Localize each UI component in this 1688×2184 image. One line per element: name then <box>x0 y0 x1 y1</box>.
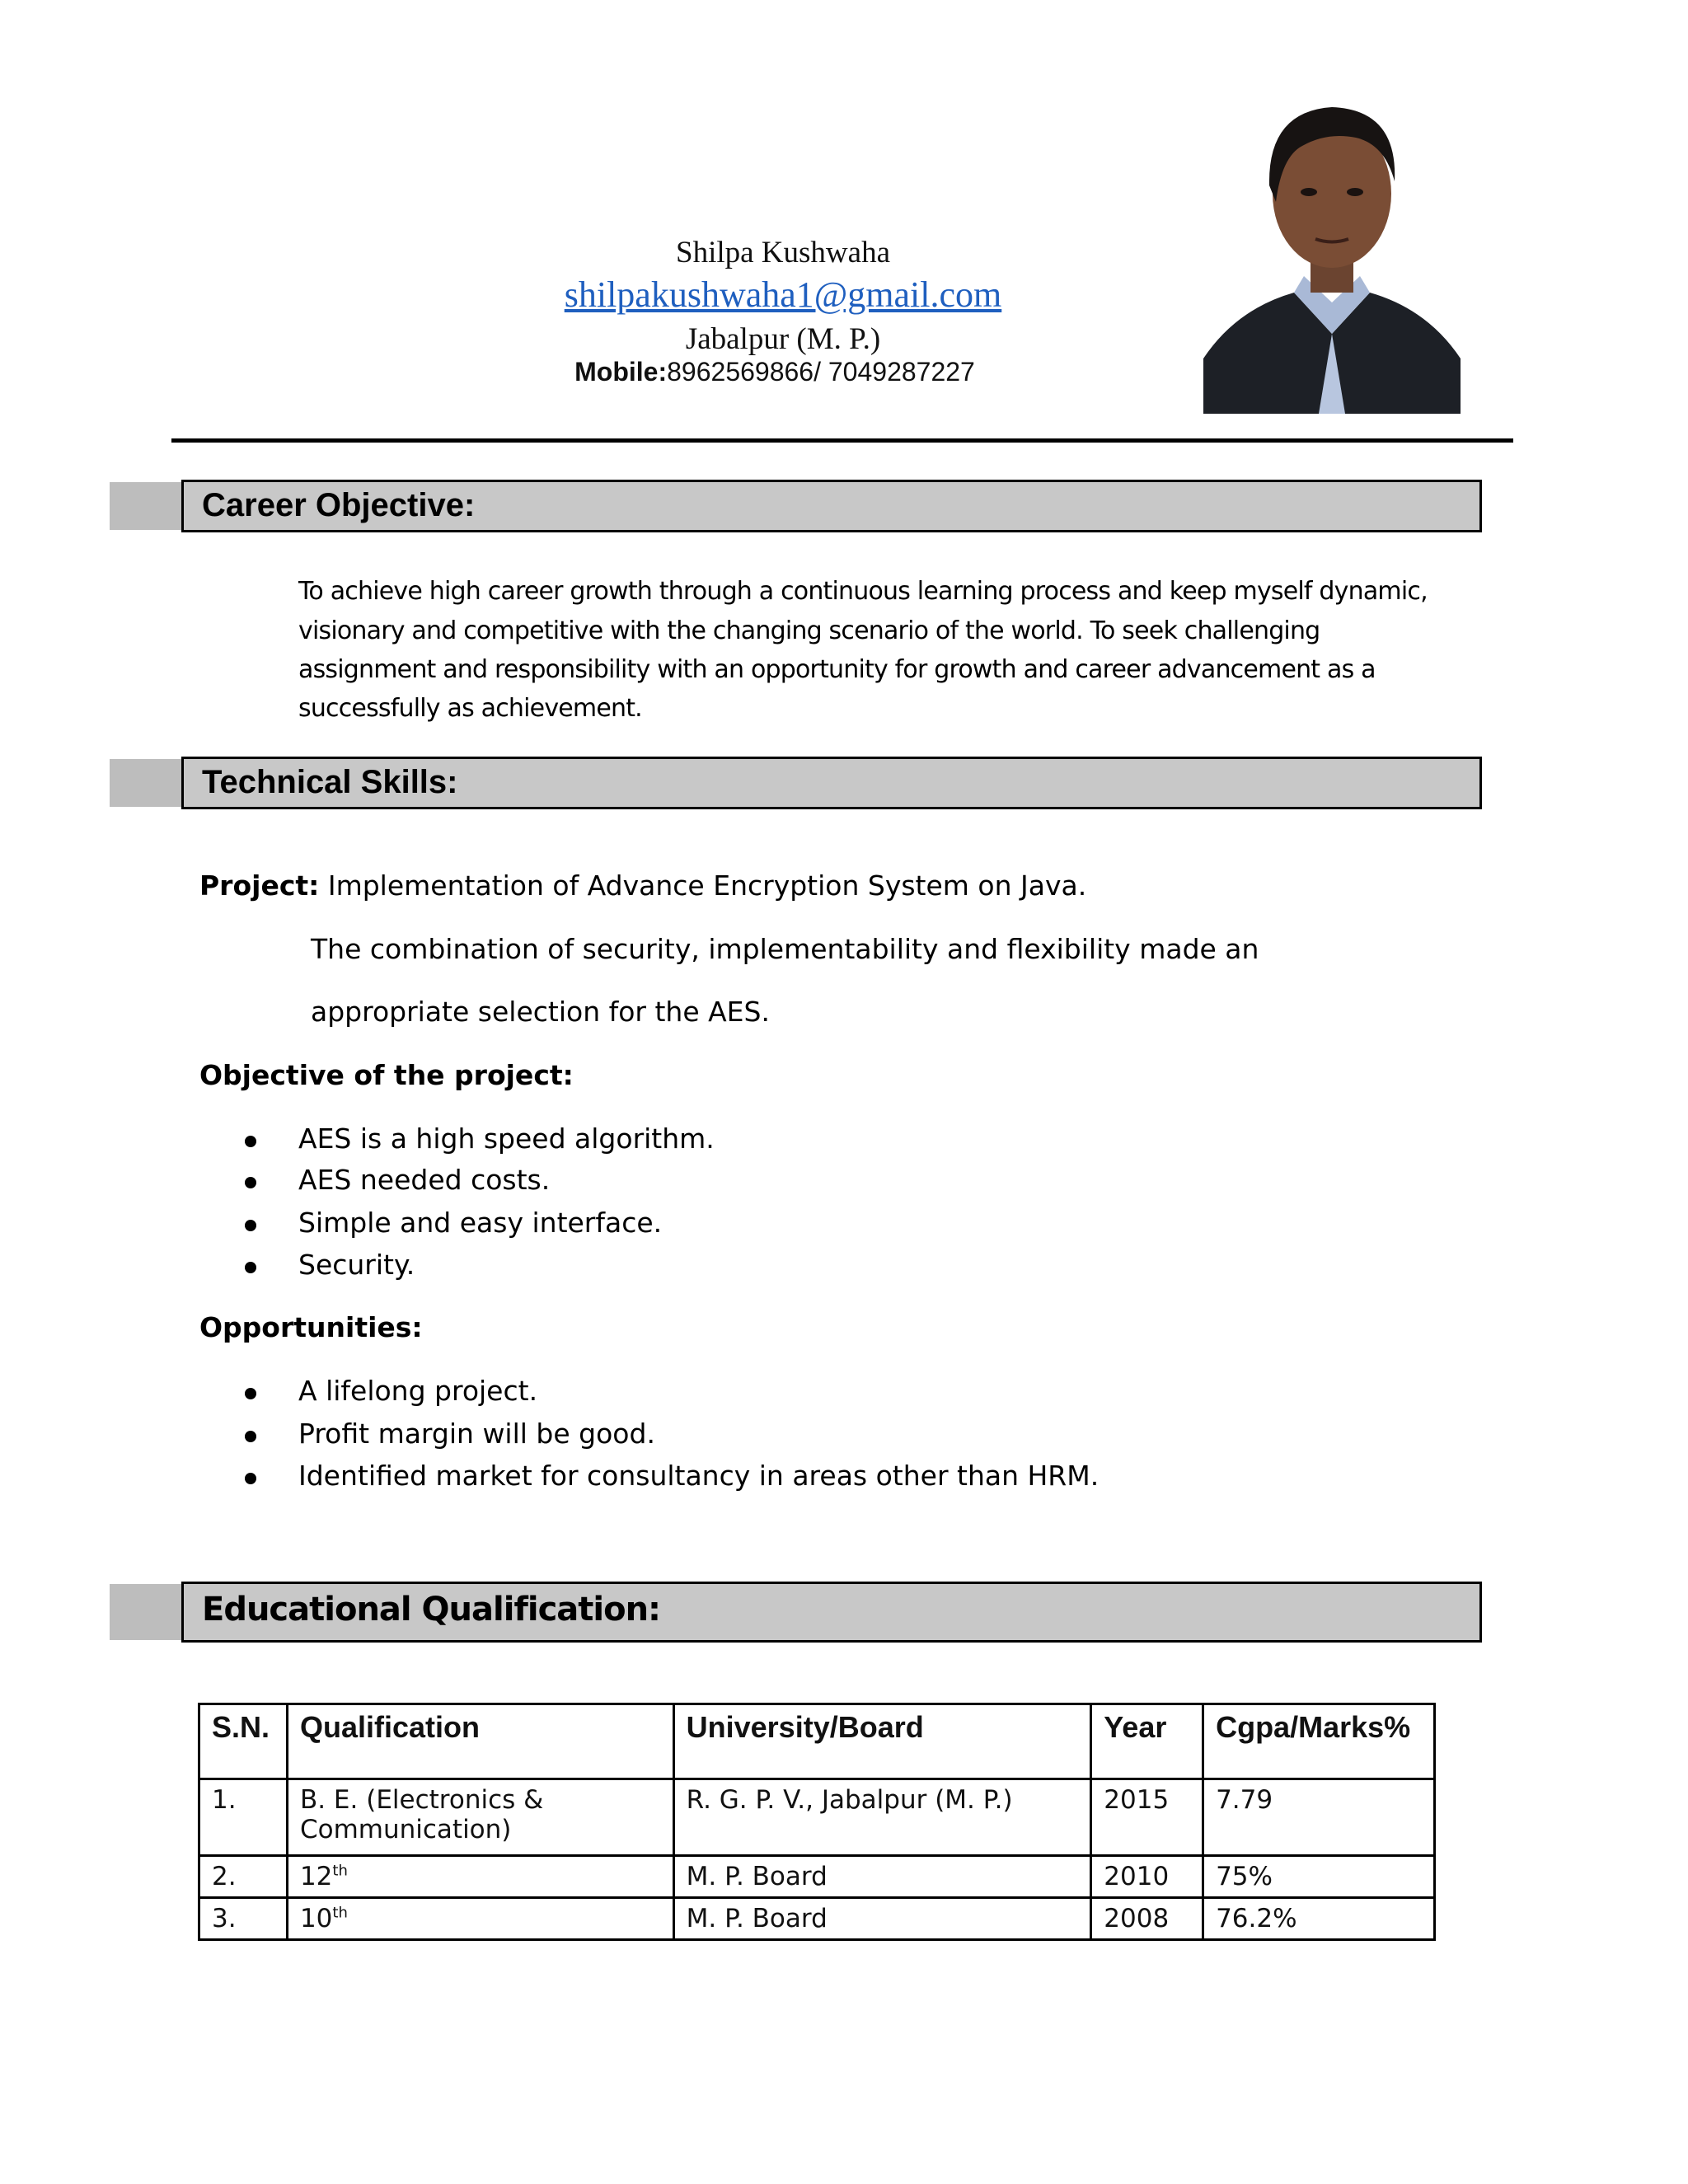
project-line <box>199 869 1086 902</box>
objective-item: AES needed costs. <box>298 1164 551 1196</box>
opportunity-item: Profit margin will be good. <box>298 1418 655 1450</box>
career-objective-text <box>298 577 1493 733</box>
objective-line: successfully as achievement. <box>298 694 642 723</box>
cell-marks: 75% <box>1203 1856 1435 1898</box>
table-row <box>199 1779 1435 1856</box>
bullet-icon <box>245 1473 256 1484</box>
candidate-location: Jabalpur (M. P.) <box>685 322 881 356</box>
cell-marks: 7.79 <box>1203 1779 1435 1856</box>
project-label: Project: <box>199 869 320 902</box>
objective-item: AES is a high speed algorithm. <box>298 1122 715 1155</box>
cell-university: M. P. Board <box>673 1898 1091 1940</box>
opportunities-label: Opportunities: <box>199 1311 423 1343</box>
cell-university: R. G. P. V., Jabalpur (M. P.) <box>673 1779 1091 1856</box>
objective-item: Security. <box>298 1249 415 1281</box>
bullet-icon <box>245 1136 256 1147</box>
column-header-university: University/Board <box>673 1704 1091 1779</box>
column-header-year: Year <box>1091 1704 1203 1779</box>
mobile-label: Mobile: <box>574 357 668 387</box>
opportunity-item: A lifelong project. <box>298 1375 538 1407</box>
objective-line: To achieve high career growth through a continuous learning process and keep myself dynamic, <box>298 577 1428 606</box>
cell-year: 2010 <box>1091 1856 1203 1898</box>
bullet-icon <box>245 1388 256 1399</box>
mobile-value: 8962569866/ 7049287227 <box>667 357 975 387</box>
column-header-marks: Cgpa/Marks% <box>1203 1704 1435 1779</box>
bullet-icon <box>245 1177 256 1188</box>
objective-line: visionary and competitive with the changing scenario of the world. To seek challenging <box>298 616 1320 645</box>
opportunity-item: Identified market for consultancy in areas other than HRM. <box>298 1460 1100 1492</box>
candidate-name: Shilpa Kushwaha <box>676 236 890 269</box>
header-divider <box>171 438 1513 443</box>
section-title: Career Objective: <box>202 487 476 523</box>
table-row <box>199 1856 1435 1898</box>
education-table <box>198 1703 1436 1941</box>
section-header-technical-skills <box>181 757 1482 809</box>
section-header-educational-qualification <box>181 1582 1482 1643</box>
bullet-icon <box>245 1220 256 1231</box>
table-row <box>199 1898 1435 1940</box>
cell-sn: 3. <box>199 1898 288 1940</box>
cell-year: 2015 <box>1091 1779 1203 1856</box>
table-header-row <box>199 1704 1435 1779</box>
section-title: Technical Skills: <box>202 764 458 800</box>
objective-of-project-label: Objective of the project: <box>199 1059 574 1091</box>
cell-sn: 2. <box>199 1856 288 1898</box>
project-description-line-2: appropriate selection for the AES. <box>311 996 770 1028</box>
project-value: Implementation of Advance Encryption System on Java. <box>327 869 1087 902</box>
cell-university: M. P. Board <box>673 1856 1091 1898</box>
cell-qualification <box>287 1898 673 1940</box>
profile-photo <box>1203 87 1461 414</box>
objective-line: assignment and responsibility with an opportunity for growth and career advancement as a <box>298 655 1376 684</box>
qualification-suffix: th <box>332 1904 348 1922</box>
bullet-icon <box>245 1431 256 1442</box>
mobile-line <box>544 357 1006 387</box>
qualification-suffix: th <box>332 1862 348 1880</box>
cell-year: 2008 <box>1091 1898 1203 1940</box>
qualification-value: 10 <box>299 1904 333 1933</box>
column-header-sn: S.N. <box>199 1704 288 1779</box>
cell-marks: 76.2% <box>1203 1898 1435 1940</box>
column-header-qualification: Qualification <box>287 1704 673 1779</box>
objective-item: Simple and easy interface. <box>298 1207 663 1239</box>
cell-sn: 1. <box>199 1779 288 1856</box>
section-header-career-objective <box>181 480 1482 532</box>
project-description-line-1: The combination of security, implementability and flexibility made an <box>311 933 1259 965</box>
bullet-icon <box>245 1262 256 1273</box>
cell-qualification <box>287 1856 673 1898</box>
section-title: Educational Qualification: <box>202 1591 661 1629</box>
qualification-value: 12 <box>299 1862 333 1891</box>
email-link[interactable]: shilpakushwaha1@gmail.com <box>564 274 1002 315</box>
cell-qualification: B. E. (Electronics & Communication) <box>287 1779 673 1856</box>
